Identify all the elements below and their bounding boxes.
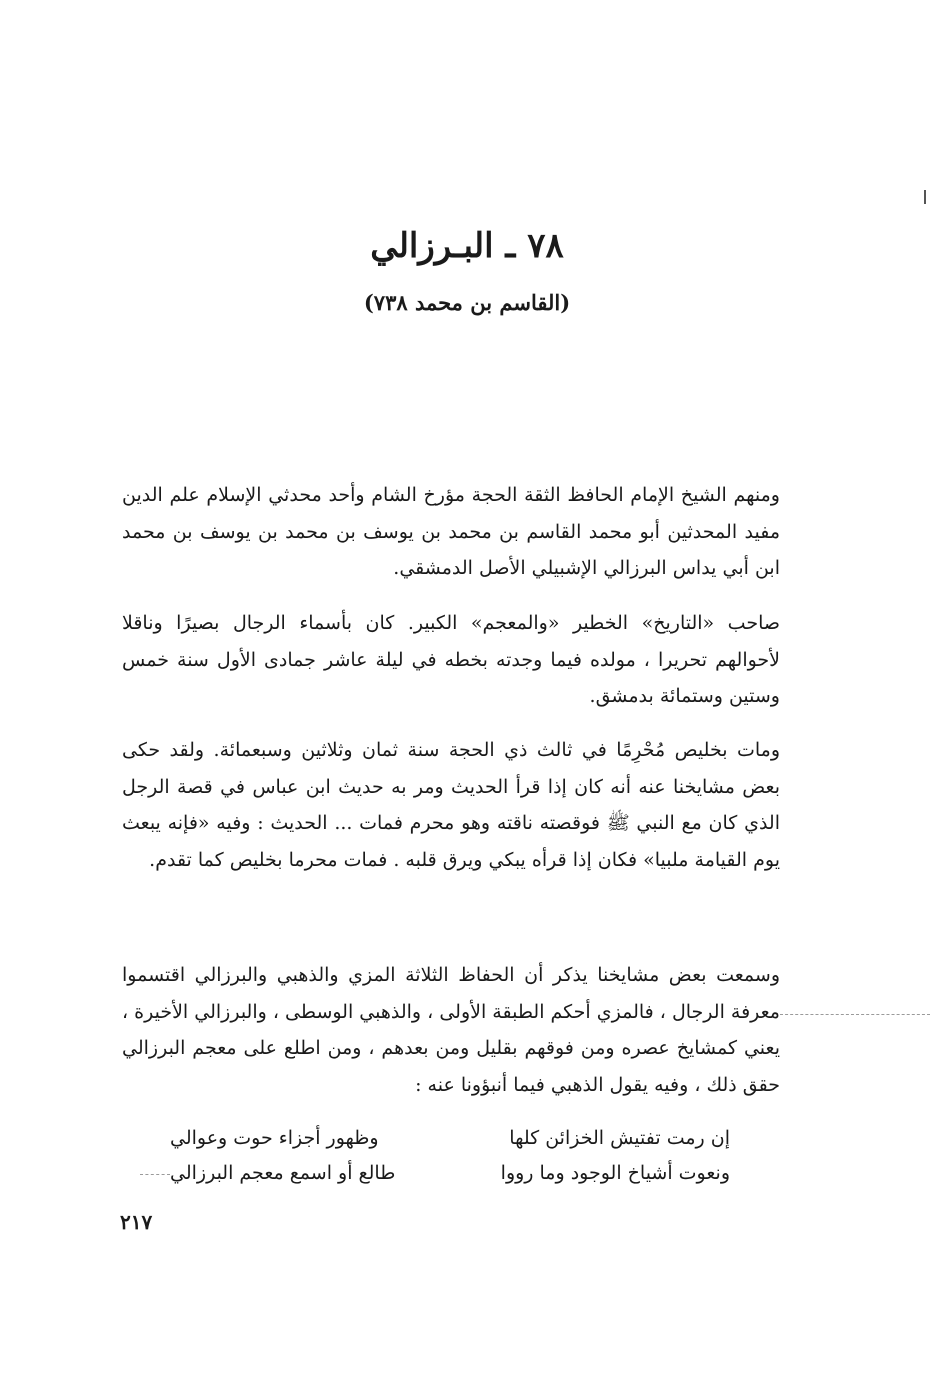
verse-line (170, 1121, 730, 1155)
verse-second-hemistich: طالع أو اسمع معجم البرزالي (170, 1162, 396, 1184)
scan-underline-mark (780, 1014, 930, 1015)
page-number: ٢١٧ (120, 1210, 153, 1234)
verse-line (170, 1156, 730, 1190)
paragraph-three-hafiz: وسمعت بعض مشايخنا يذكر أن الحفاظ الثلاثة المزي والذهبي والبرزالي اقتسموا معرفة الرجال ، فالمزي أحكم الطبقة الأولى ، والذهبي الوسطى ، والبرزالي الأخيرة ، يعني كمشايخ عصره ومن فوقهم بقليل ومن بعدهم ، ومن اطلع على معجم البرزالي حقق ذلك ، وفيه يقول الذهبي فيما أنبؤونا عنه : (122, 964, 780, 1096)
paragraph-biography: ومنهم الشيخ الإمام الحافظ الثقة الحجة مؤرخ الشام وأحد محدثي الإسلام علم الدين مفيد المحدثين أبو محمد القاسم بن محمد بن يوسف بن محمد بن يوسف بن محمد ابن أبي يداس البرزالي الإشبيلي الأصل الدمشقي. (122, 484, 780, 579)
paragraph-death: ومات بخليص مُحْرِمًا في ثالث ذي الحجة سنة ثمان وثلاثين وسبعمائة. ولقد حكى بعض مشايخنا عنه أنه كان إذا قرأ الحديث ومر به حديث ابن عباس في قصة الرجل الذي كان مع النبي ﷺ فوقصته ناقته وهو محرم فمات ... الحديث : وفيه «فإنه يبعث يوم القيامة ملبيا» فكان إذا قرأه يبكي ويرق قلبه . فمات محرما بخليص كما تقدم. (122, 739, 780, 871)
verse-first-hemistich: ونعوت أشياخ الوجود وما رووا (500, 1162, 730, 1184)
entry-heading: ٧٨ ـ البـرزالي (370, 226, 564, 266)
entry-subtitle: (القاسم بن محمد ٧٣٨) (363, 290, 571, 315)
verse-second-hemistich: وظهور أجزاء حوت وعوالي (170, 1127, 379, 1149)
paragraph-works-birth: صاحب «التاريخ» الخطير «والمعجم» الكبير. كان بأسماء الرجال بصيرًا وناقلا لأحوالهم تحريرا ، مولده فيما وجدته بخطه في ليلة عاشر جمادى الأول سنة خمس وستين وستمائة بدمشق. (122, 612, 780, 707)
scan-tail-mark (140, 1174, 170, 1175)
scan-edge-mark (924, 190, 926, 204)
verse-first-hemistich: إن رمت تفتيش الخزائن كلها (509, 1127, 730, 1149)
